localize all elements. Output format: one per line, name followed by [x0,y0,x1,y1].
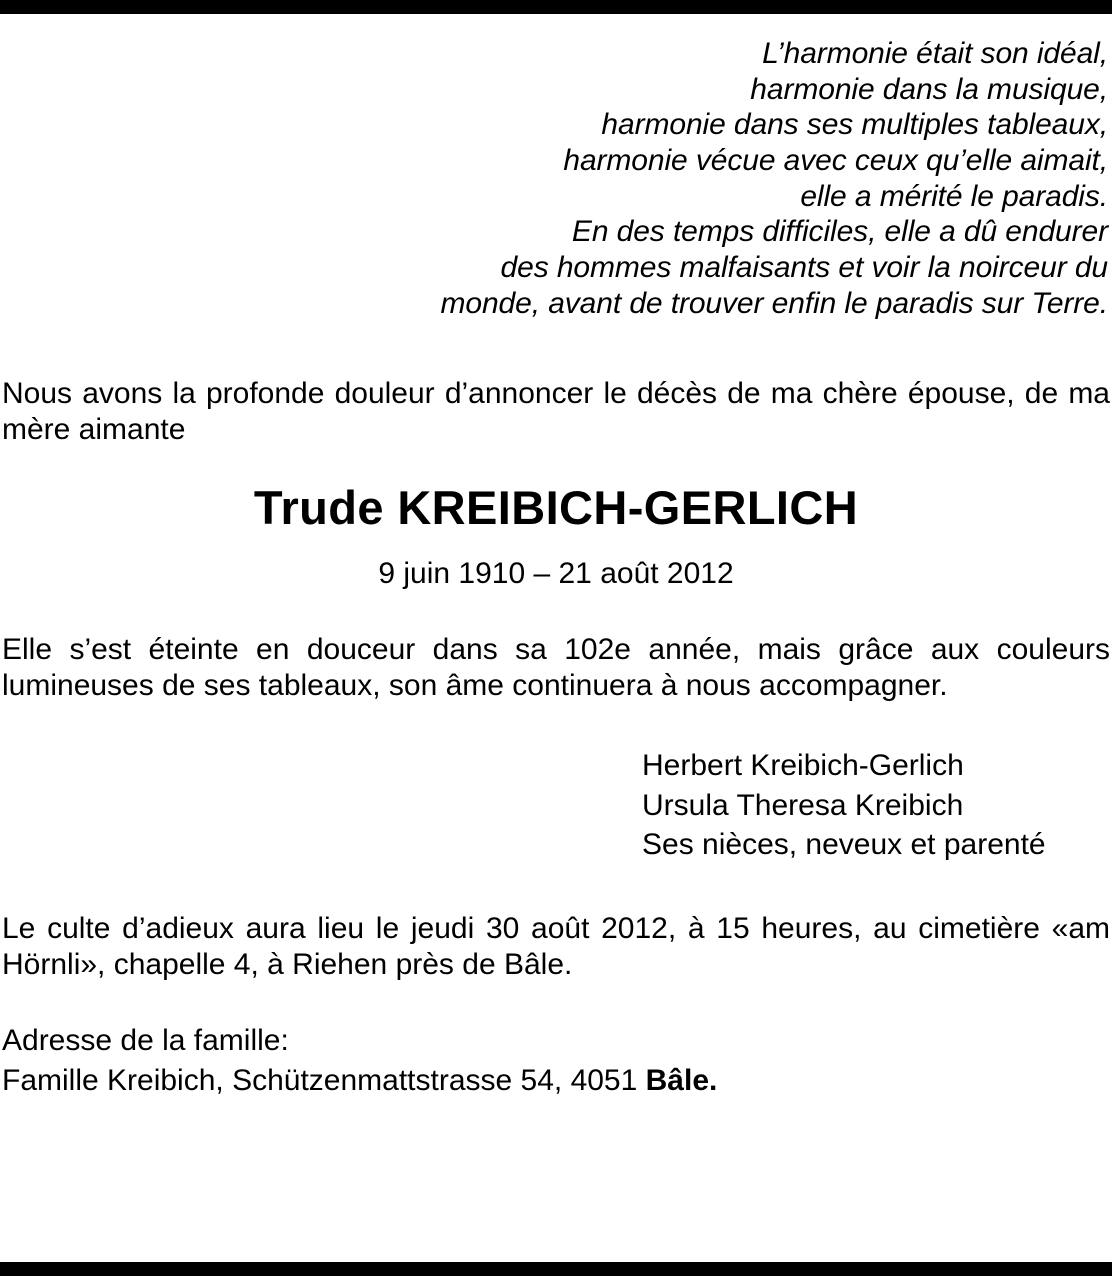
poem-line: L’harmonie était son idéal, [762,37,1108,70]
family-address-block [2,1021,1110,1101]
deceased-name: Trude KREIBICH-GERLICH [253,480,859,534]
poem-block [2,36,1108,322]
signatory-name: Ursula Theresa Kreibich [642,788,964,822]
tribute-text: Elle s’est éteinte en douceur dans sa 102e année, mais grâce aux couleurs lumineuses de ses tableaux, son âme continuera à nous accompagner. [2,632,1110,702]
address-city: Bâle. [645,1064,718,1098]
poem-line: harmonie vécue avec ceux qu’elle aimait, [563,144,1108,178]
poem-line: harmonie dans ses multiples tableaux, [601,108,1108,142]
signatory-name: Ses nièces, neveux et parenté [642,828,1046,862]
address-label: Adresse de la famille: [2,1024,289,1058]
signatories-block [2,746,1110,866]
life-dates: 9 juin 1910 – 21 août 2012 [378,557,734,591]
poem-line: En des temps difficiles, elle a dû endurer [571,215,1108,249]
address-street: Famille Kreibich, Schützenmattstrasse 54, 4051 [2,1064,646,1098]
poem-line: harmonie dans la musique, [750,72,1108,106]
bottom-rule-divider [0,1262,1112,1276]
signatory-name: Herbert Kreibich-Gerlich [642,748,964,782]
funeral-service-details: Le culte d’adieux aura lieu le jeudi 30 août 2012, à 15 heures, au cimetière «am Hörnli», chapelle 4, à Riehen près de Bâle. [2,912,1110,982]
top-rule-divider [0,0,1112,14]
notice-content [0,14,1112,1101]
poem-line: monde, avant de trouver enfin le paradis sur Terre. [440,286,1108,320]
poem-line: elle a mérité le paradis. [800,179,1108,213]
announcement-intro: Nous avons la profonde douleur d’annoncer le décès de ma chère épouse, de ma mère aimante [2,376,1110,446]
address-value [2,1061,1110,1101]
poem-line: des hommes malfaisants et voir la noirceur du [500,251,1108,285]
